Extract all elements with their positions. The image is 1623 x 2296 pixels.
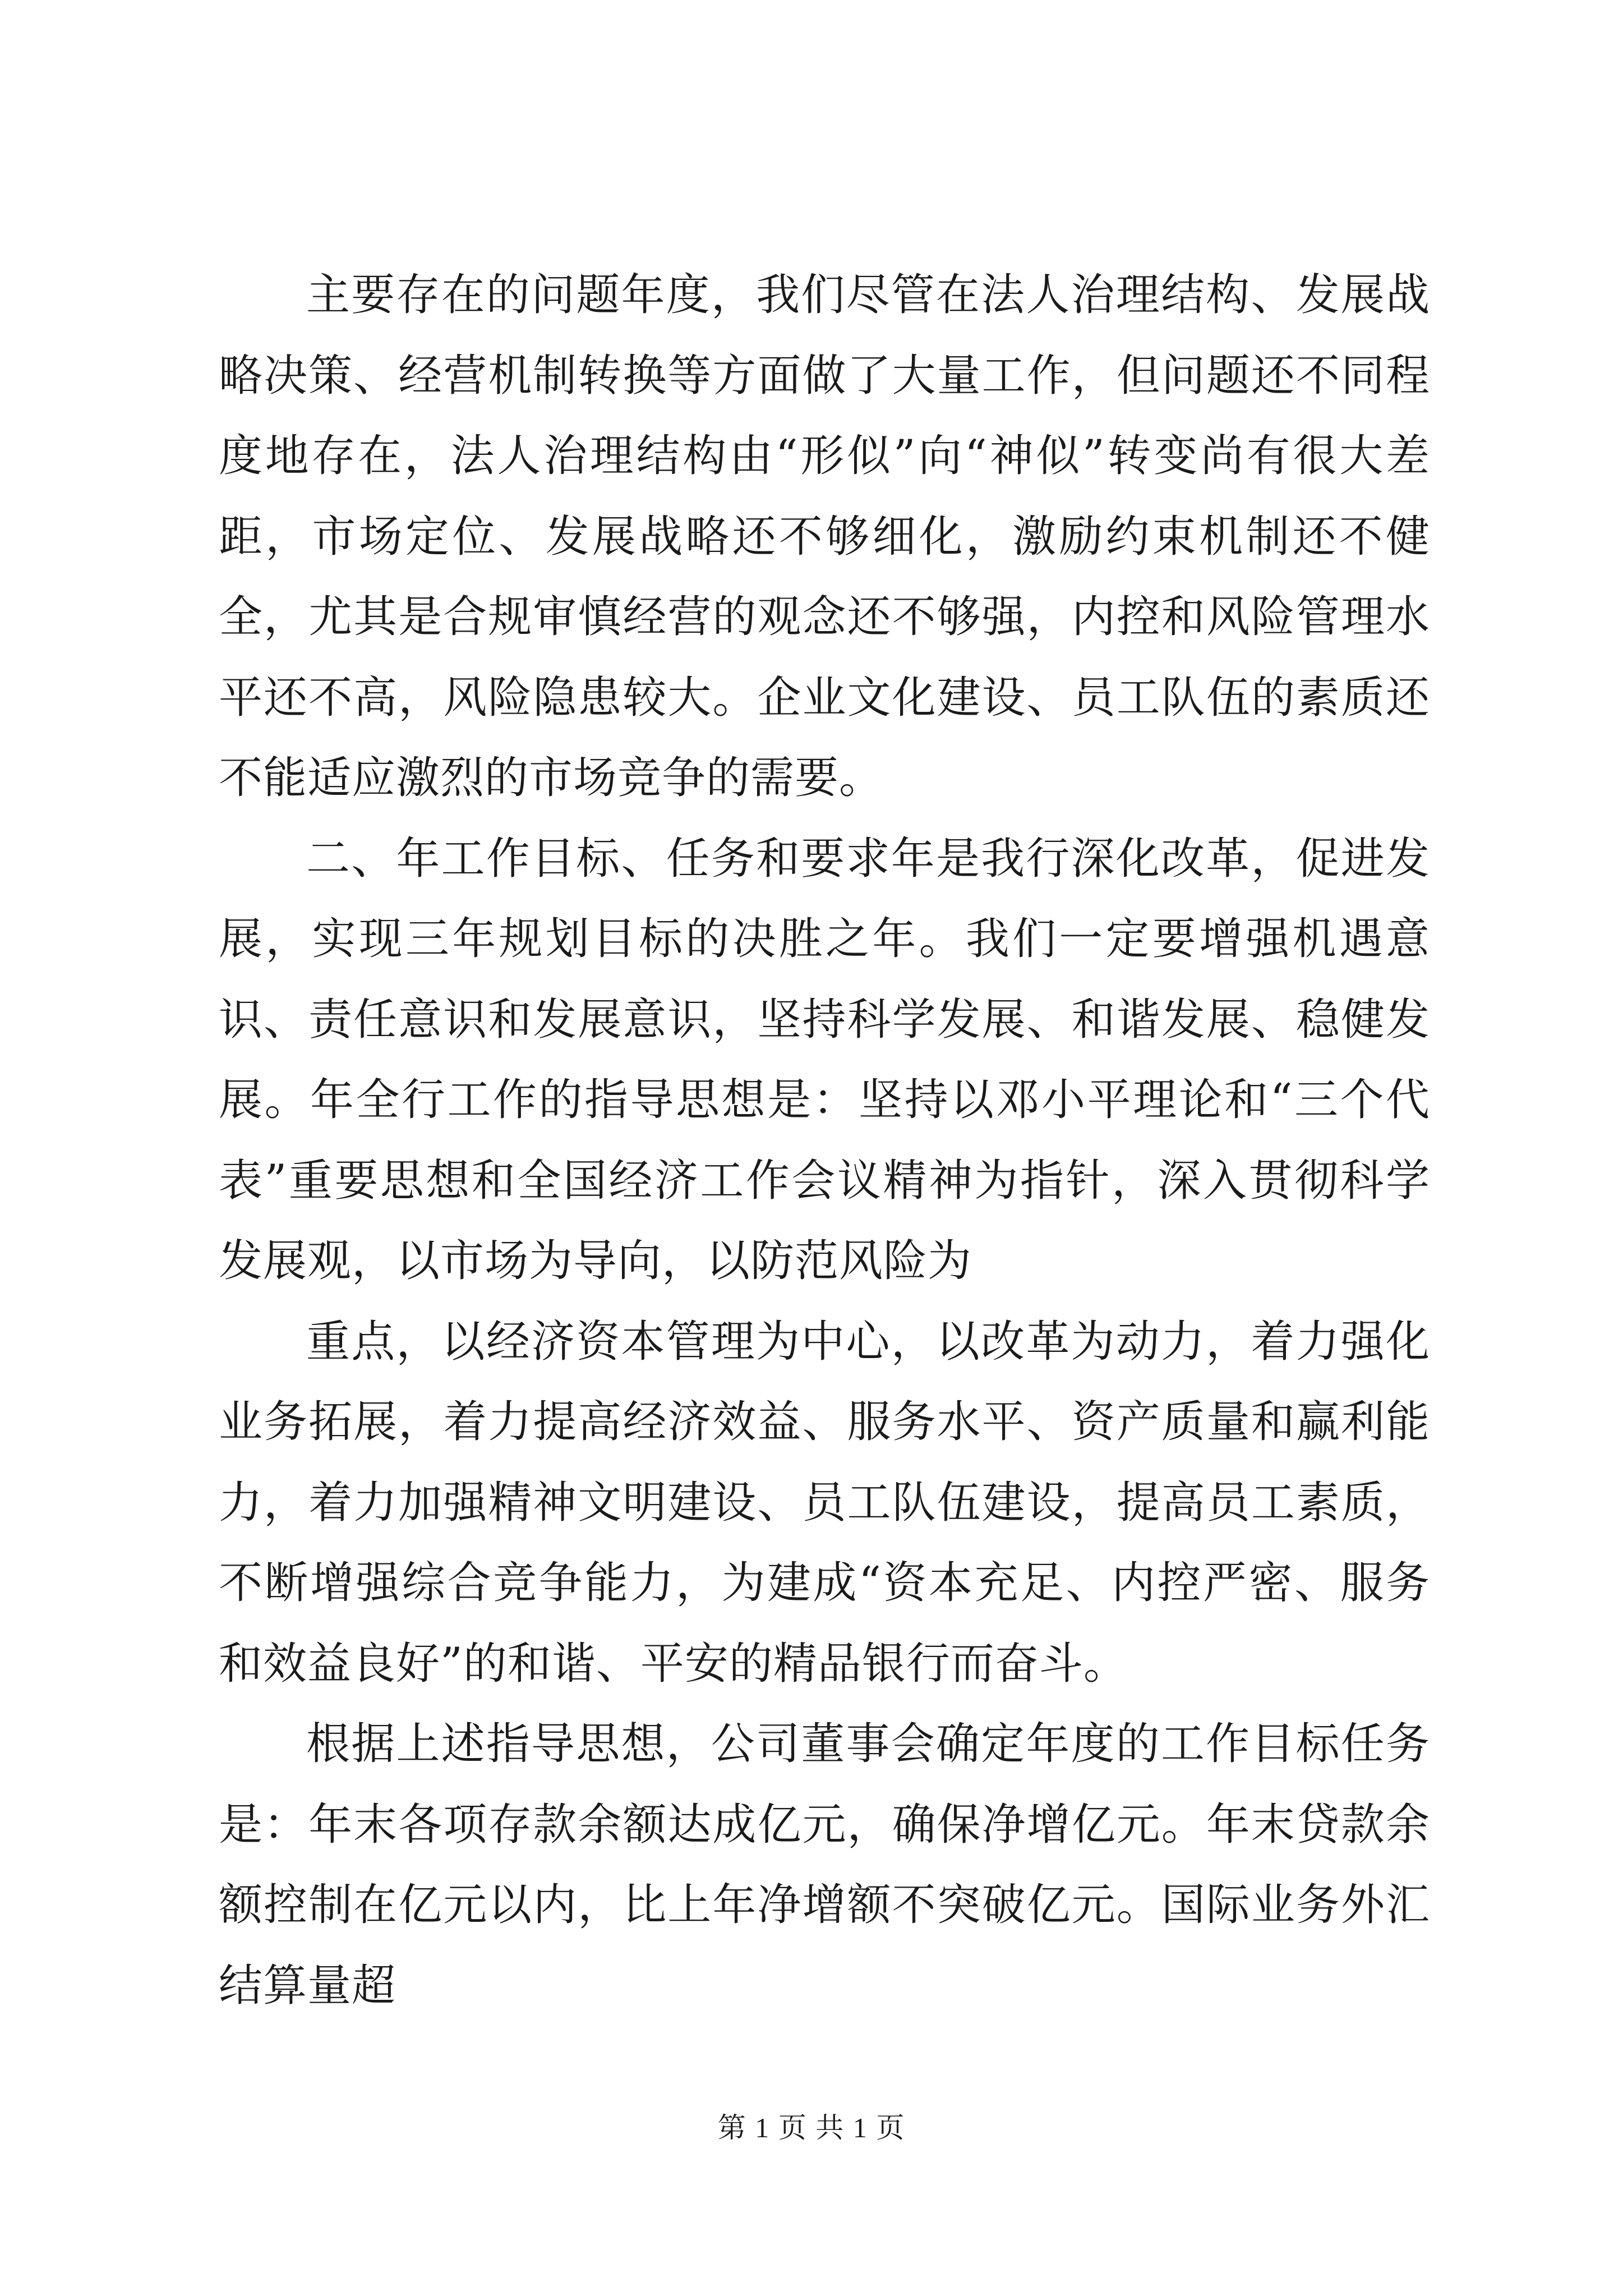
paragraph-targets: 根据上述指导思想，公司董事会确定年度的工作目标任务是：年末各项存款余额达成亿元，确保净增亿元。年末贷款余额控制在亿元以内，比上年净增额不突破亿元。国际业务外汇结算量超 (219, 1719, 1430, 2011)
document-body (219, 255, 1430, 2026)
paragraph-problems: 主要存在的问题年度，我们尽管在法人治理结构、发展战略决策、经营机制转换等方面做了大量工作，但问题还不同程度地存在，法人治理结构由“形似”向“神似”转变尚有很大差距，市场定位、发展战略还不够细化，激励约束机制还不健全，尤其是合规审慎经营的观念还不够强，内控和风险管理水平还不高，风险隐患较大。企业文化建设、员工队伍的素质还不能适应激烈的市场竞争的需要。 (219, 270, 1430, 803)
page-footer: 第 1 页 共 1 页 (717, 2112, 906, 2143)
paragraph-focus: 重点，以经济资本管理为中心，以改革为动力，着力强化业务拓展，着力提高经济效益、服务水平、资产质量和赢利能力，着力加强精神文明建设、员工队伍建设，提高员工素质，不断增强综合竞争能力，为建成“资本充足、内控严密、服务和效益良好”的和谐、平安的精品银行而奋斗。 (219, 1316, 1430, 1689)
paragraph-goals: 二、年工作目标、任务和要求年是我行深化改革，促进发展，实现三年规划目标的决胜之年。我们一定要增强机遇意识、责任意识和发展意识，坚持科学发展、和谐发展、稳健发展。年全行工作的指导思想是：坚持以邓小平理论和“三个代表”重要思想和全国经济工作会议精神为指针，深入贯彻科学发展观，以市场为导向，以防范风险为 (219, 833, 1430, 1286)
